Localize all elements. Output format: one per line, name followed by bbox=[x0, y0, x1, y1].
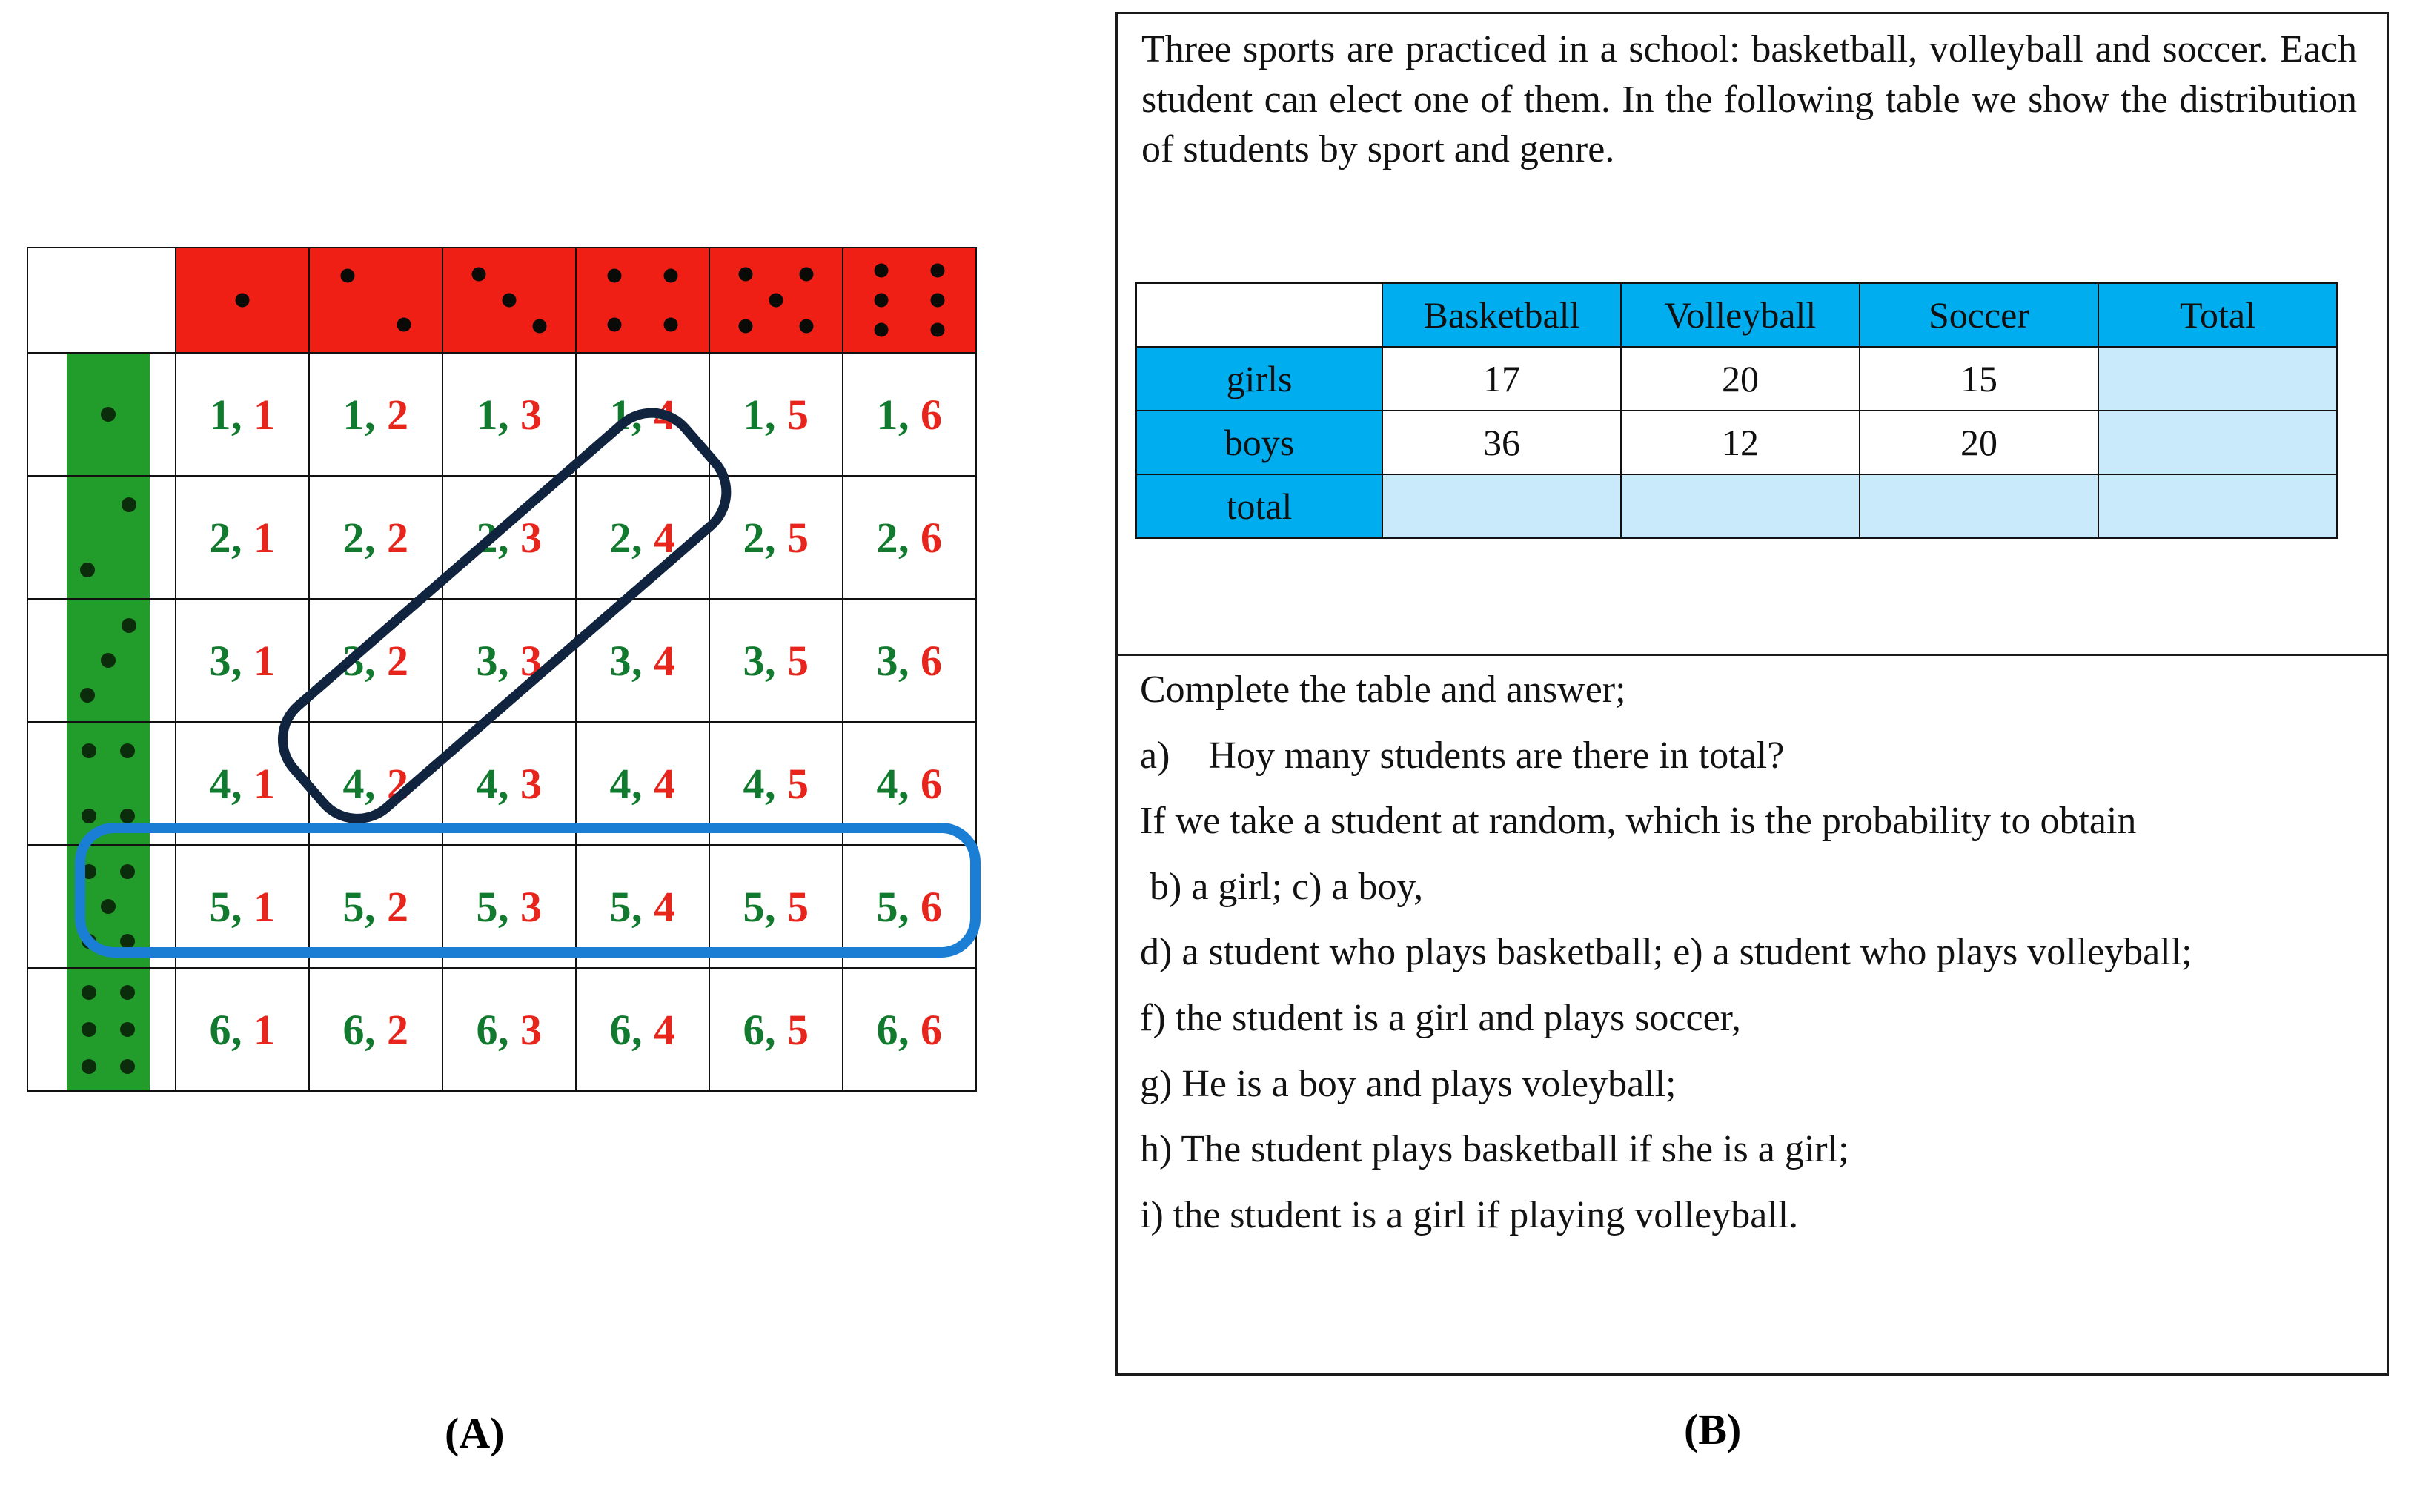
pair-separator: , bbox=[631, 882, 654, 931]
green-value: 5 bbox=[342, 882, 365, 931]
green-value: 4 bbox=[476, 759, 498, 808]
green-value: 1 bbox=[342, 390, 365, 439]
pair-separator: , bbox=[365, 390, 387, 439]
outcome-cell-3-6 bbox=[843, 599, 976, 722]
problem-statement: Three sports are practiced in a school: basketball, volleyball and soccer. Each student can elect one of them. In the following table we show the distribution of students by sport and genre. bbox=[1141, 28, 2357, 171]
cell-boys-soccer: 20 bbox=[1860, 411, 2098, 474]
table-row bbox=[27, 722, 976, 845]
red-value: 4 bbox=[654, 882, 676, 931]
column-header-basketball: Basketball bbox=[1382, 283, 1621, 347]
green-value: 6 bbox=[743, 1005, 765, 1054]
panel-a-caption: (A) bbox=[445, 1409, 505, 1457]
pair-separator: , bbox=[631, 513, 654, 562]
pair-separator: , bbox=[231, 759, 253, 808]
cell-girls-soccer: 15 bbox=[1860, 347, 2098, 411]
pair-separator: , bbox=[631, 759, 654, 808]
red-value: 2 bbox=[387, 513, 409, 562]
green-value: 5 bbox=[743, 882, 765, 931]
question-d-e: d) a student who plays basketball; e) a student who plays volleyball; bbox=[1140, 931, 2192, 974]
outcome-cell-6-6 bbox=[843, 968, 976, 1091]
green-die-icon-2 bbox=[27, 476, 176, 599]
pair-separator: , bbox=[365, 636, 387, 685]
green-value: 5 bbox=[209, 882, 231, 931]
outcome-cell-4-2 bbox=[309, 722, 442, 845]
table-row bbox=[27, 353, 976, 476]
table-row bbox=[27, 476, 976, 599]
outcome-cell-1-5 bbox=[709, 353, 843, 476]
panel-b-word-problem bbox=[1115, 12, 2389, 1376]
outcome-cell-4-5 bbox=[709, 722, 843, 845]
question-intro: Complete the table and answer; bbox=[1140, 669, 1626, 711]
red-value: 2 bbox=[387, 390, 409, 439]
cell-total-basketball[interactable] bbox=[1382, 474, 1621, 538]
question-i: i) the student is a girl if playing volleyball. bbox=[1140, 1193, 1799, 1236]
table-row bbox=[27, 599, 976, 722]
green-value: 6 bbox=[342, 1005, 365, 1054]
green-value: 6 bbox=[876, 1005, 898, 1054]
column-header-volleyball: Volleyball bbox=[1621, 283, 1860, 347]
table-row bbox=[1136, 474, 2337, 538]
column-header-total: Total bbox=[2098, 283, 2337, 347]
pair-separator: , bbox=[765, 636, 787, 685]
green-value: 1 bbox=[209, 390, 231, 439]
pair-separator: , bbox=[498, 636, 520, 685]
table-row bbox=[1136, 347, 2337, 411]
pair-separator: , bbox=[898, 636, 921, 685]
panel-b-questions-section bbox=[1118, 656, 2387, 1240]
green-value: 3 bbox=[209, 636, 231, 685]
green-value: 4 bbox=[609, 759, 631, 808]
outcome-cell-6-2 bbox=[309, 968, 442, 1091]
outcome-cell-6-4 bbox=[576, 968, 709, 1091]
pair-separator: , bbox=[365, 513, 387, 562]
green-value: 6 bbox=[609, 1005, 631, 1054]
cell-girls-basketball: 17 bbox=[1382, 347, 1621, 411]
red-value: 3 bbox=[520, 1005, 543, 1054]
green-die-icon-3 bbox=[27, 599, 176, 722]
outcome-cell-4-4 bbox=[576, 722, 709, 845]
red-die-icon-5 bbox=[709, 248, 843, 353]
pair-separator: , bbox=[765, 759, 787, 808]
green-die-icon-6 bbox=[27, 968, 176, 1091]
outcome-cell-5-3 bbox=[442, 845, 576, 968]
red-die-icon-6 bbox=[843, 248, 976, 353]
outcome-cell-3-4 bbox=[576, 599, 709, 722]
outcome-cell-2-2 bbox=[309, 476, 442, 599]
red-value: 3 bbox=[520, 636, 543, 685]
pair-separator: , bbox=[898, 759, 921, 808]
green-value: 2 bbox=[743, 513, 765, 562]
red-value: 1 bbox=[253, 759, 276, 808]
green-value: 5 bbox=[476, 882, 498, 931]
red-value: 4 bbox=[654, 390, 676, 439]
red-value: 2 bbox=[387, 1005, 409, 1054]
outcome-cell-5-5 bbox=[709, 845, 843, 968]
outcome-cell-2-3 bbox=[442, 476, 576, 599]
red-value: 1 bbox=[253, 1005, 276, 1054]
red-value: 6 bbox=[921, 513, 943, 562]
red-value: 1 bbox=[253, 390, 276, 439]
green-value: 1 bbox=[609, 390, 631, 439]
outcome-cell-1-2 bbox=[309, 353, 442, 476]
pair-separator: , bbox=[898, 882, 921, 931]
green-value: 2 bbox=[609, 513, 631, 562]
pair-separator: , bbox=[631, 1005, 654, 1054]
question-lead-in: If we take a student at random, which is the probability to obtain bbox=[1140, 800, 2137, 843]
red-value: 1 bbox=[253, 636, 276, 685]
panel-a-dice-sample-space bbox=[0, 0, 1082, 1512]
pair-separator: , bbox=[231, 636, 253, 685]
outcome-cell-1-3 bbox=[442, 353, 576, 476]
cell-boys-total[interactable] bbox=[2098, 411, 2337, 474]
question-b-c: b) a girl; c) a boy, bbox=[1140, 865, 1424, 908]
outcome-cell-1-1 bbox=[176, 353, 309, 476]
green-value: 2 bbox=[209, 513, 231, 562]
green-value: 5 bbox=[876, 882, 898, 931]
outcome-cell-5-1 bbox=[176, 845, 309, 968]
red-value: 6 bbox=[921, 636, 943, 685]
green-value: 4 bbox=[876, 759, 898, 808]
cell-total-volleyball[interactable] bbox=[1621, 474, 1860, 538]
red-value: 2 bbox=[387, 882, 409, 931]
green-value: 1 bbox=[743, 390, 765, 439]
red-value: 5 bbox=[787, 390, 809, 439]
red-value: 2 bbox=[387, 636, 409, 685]
outcome-cell-3-3 bbox=[442, 599, 576, 722]
red-value: 2 bbox=[387, 759, 409, 808]
green-value: 1 bbox=[476, 390, 498, 439]
dice-sample-space-table bbox=[27, 247, 977, 1092]
panel-b-upper-section bbox=[1118, 14, 2387, 656]
column-header-soccer: Soccer bbox=[1860, 283, 2098, 347]
green-value: 4 bbox=[209, 759, 231, 808]
pair-separator: , bbox=[498, 1005, 520, 1054]
pair-separator: , bbox=[898, 390, 921, 439]
pair-separator: , bbox=[231, 1005, 253, 1054]
pair-separator: , bbox=[498, 390, 520, 439]
cell-girls-volleyball: 20 bbox=[1621, 347, 1860, 411]
green-value: 4 bbox=[342, 759, 365, 808]
stats-header-row bbox=[1136, 283, 2337, 347]
outcome-cell-1-4 bbox=[576, 353, 709, 476]
red-value: 5 bbox=[787, 636, 809, 685]
question-f: f) the student is a girl and plays soccer, bbox=[1140, 996, 1741, 1039]
panel-b-caption: (B) bbox=[1684, 1405, 1742, 1453]
red-value: 3 bbox=[520, 882, 543, 931]
pair-separator: , bbox=[765, 1005, 787, 1054]
green-value: 2 bbox=[476, 513, 498, 562]
green-value: 2 bbox=[876, 513, 898, 562]
red-value: 1 bbox=[253, 882, 276, 931]
row-header-girls: girls bbox=[1136, 347, 1382, 411]
dice-table-header-row bbox=[27, 248, 976, 353]
red-value: 3 bbox=[520, 390, 543, 439]
outcome-cell-2-6 bbox=[843, 476, 976, 599]
red-value: 6 bbox=[921, 390, 943, 439]
red-value: 6 bbox=[921, 759, 943, 808]
green-value: 5 bbox=[609, 882, 631, 931]
outcome-cell-2-4 bbox=[576, 476, 709, 599]
pair-separator: , bbox=[898, 513, 921, 562]
pair-separator: , bbox=[498, 513, 520, 562]
red-value: 3 bbox=[520, 513, 543, 562]
green-value: 2 bbox=[342, 513, 365, 562]
red-die-icon-2 bbox=[309, 248, 442, 353]
red-value: 4 bbox=[654, 759, 676, 808]
red-die-icon-1 bbox=[176, 248, 309, 353]
pair-separator: , bbox=[231, 513, 253, 562]
table-row bbox=[1136, 411, 2337, 474]
outcome-cell-6-5 bbox=[709, 968, 843, 1091]
outcome-cell-3-1 bbox=[176, 599, 309, 722]
green-value: 3 bbox=[876, 636, 898, 685]
outcome-cell-5-2 bbox=[309, 845, 442, 968]
question-a: a) Hoy many students are there in total? bbox=[1140, 734, 1785, 777]
red-value: 5 bbox=[787, 1005, 809, 1054]
table-row bbox=[27, 968, 976, 1091]
outcome-cell-6-3 bbox=[442, 968, 576, 1091]
outcome-cell-4-3 bbox=[442, 722, 576, 845]
outcome-cell-5-6 bbox=[843, 845, 976, 968]
pair-separator: , bbox=[231, 390, 253, 439]
outcome-cell-4-1 bbox=[176, 722, 309, 845]
row-header-boys: boys bbox=[1136, 411, 1382, 474]
red-value: 4 bbox=[654, 513, 676, 562]
red-value: 5 bbox=[787, 759, 809, 808]
green-value: 6 bbox=[476, 1005, 498, 1054]
pair-separator: , bbox=[631, 636, 654, 685]
pair-separator: , bbox=[765, 390, 787, 439]
cell-total-total[interactable] bbox=[2098, 474, 2337, 538]
outcome-cell-2-5 bbox=[709, 476, 843, 599]
pair-separator: , bbox=[365, 882, 387, 931]
red-value: 6 bbox=[921, 1005, 943, 1054]
cell-boys-volleyball: 12 bbox=[1621, 411, 1860, 474]
green-value: 3 bbox=[743, 636, 765, 685]
pair-separator: , bbox=[498, 882, 520, 931]
outcome-cell-6-1 bbox=[176, 968, 309, 1091]
outcome-cell-1-6 bbox=[843, 353, 976, 476]
red-value: 1 bbox=[253, 513, 276, 562]
red-die-icon-4 bbox=[576, 248, 709, 353]
pair-separator: , bbox=[231, 882, 253, 931]
red-value: 5 bbox=[787, 513, 809, 562]
pair-separator: , bbox=[498, 759, 520, 808]
cell-girls-total[interactable] bbox=[2098, 347, 2337, 411]
dice-table-corner-cell bbox=[27, 248, 176, 353]
red-value: 4 bbox=[654, 636, 676, 685]
red-value: 5 bbox=[787, 882, 809, 931]
question-h: h) The student plays basketball if she is a girl; bbox=[1140, 1128, 1849, 1171]
cell-boys-basketball: 36 bbox=[1382, 411, 1621, 474]
outcome-cell-2-1 bbox=[176, 476, 309, 599]
green-value: 4 bbox=[743, 759, 765, 808]
green-value: 3 bbox=[342, 636, 365, 685]
row-header-total: total bbox=[1136, 474, 1382, 538]
green-value: 3 bbox=[609, 636, 631, 685]
student-distribution-table bbox=[1135, 282, 2338, 539]
pair-separator: , bbox=[365, 759, 387, 808]
green-value: 6 bbox=[209, 1005, 231, 1054]
cell-total-soccer[interactable] bbox=[1860, 474, 2098, 538]
pair-separator: , bbox=[765, 882, 787, 931]
green-die-icon-1 bbox=[27, 353, 176, 476]
red-value: 3 bbox=[520, 759, 543, 808]
question-g: g) He is a boy and plays voleyball; bbox=[1140, 1062, 1677, 1105]
stats-corner-cell bbox=[1136, 283, 1382, 347]
outcome-cell-4-6 bbox=[843, 722, 976, 845]
pair-separator: , bbox=[765, 513, 787, 562]
green-die-icon-5 bbox=[27, 845, 176, 968]
outcome-cell-3-2 bbox=[309, 599, 442, 722]
green-die-icon-4 bbox=[27, 722, 176, 845]
outcome-cell-3-5 bbox=[709, 599, 843, 722]
pair-separator: , bbox=[365, 1005, 387, 1054]
table-row bbox=[27, 845, 976, 968]
red-value: 4 bbox=[654, 1005, 676, 1054]
pair-separator: , bbox=[898, 1005, 921, 1054]
red-value: 6 bbox=[921, 882, 943, 931]
green-value: 1 bbox=[876, 390, 898, 439]
outcome-cell-5-4 bbox=[576, 845, 709, 968]
pair-separator: , bbox=[631, 390, 654, 439]
green-value: 3 bbox=[476, 636, 498, 685]
red-die-icon-3 bbox=[442, 248, 576, 353]
